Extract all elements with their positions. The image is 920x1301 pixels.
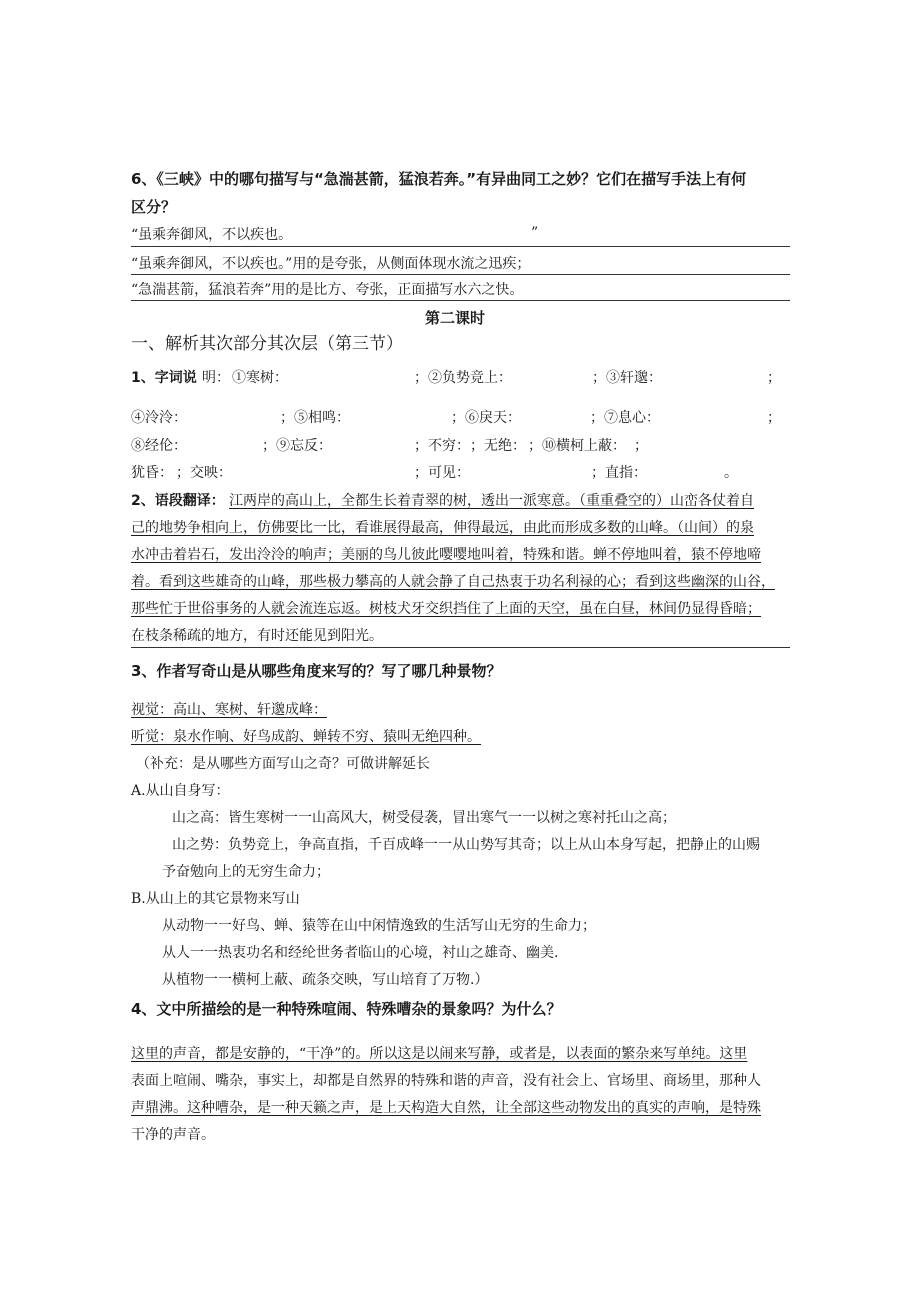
q3-audio: 听觉：泉水作响、好鸟成韵、蝉转不穷、猿叫无绝四种。 <box>131 729 481 745</box>
translation-line: 江两岸的高山上，全都生长着青翠的树，透出一派寒意。（重重叠空的）山峦各仗着自 <box>229 493 754 509</box>
vocab-item: ①寒树： <box>232 370 288 386</box>
vocab-item: ； <box>634 438 648 454</box>
vocab-item: ；交映： <box>176 465 232 481</box>
translation-line: 那些忙于世俗事务的人就会流连忘返。树枝犬牙交织挡住了上面的天空，虽在白昼，林间仍显得昏暗； <box>131 601 761 617</box>
translation-line: 己的地势争相向上，仿佛要比一比，看谁展得最高，伸得最远，由此而形成多数的山峰。（山间）的泉 <box>131 520 754 536</box>
answer-rule <box>131 246 790 247</box>
q3-visual: 视觉：高山、寒树、轩邈成峰： <box>131 702 327 718</box>
q4-answer-line: 这里的声音，都是安静的，“干净”的。所以这是以闹来写静，或者是，以表面的繁杂来写单纯。这里 <box>131 1046 748 1062</box>
vocab-item: 。 <box>724 465 738 481</box>
translation-label: 2、语段翻译： <box>131 493 225 509</box>
vocab-item: ⑧经伦： <box>131 438 187 454</box>
vocab-item: ； <box>767 410 781 426</box>
vocab-item: ④泠泠： <box>131 410 187 426</box>
q4-answer-line: 表面上喧闹、嘴杂，事实上，却都是自然界的特殊和谐的声音，没有社会上、官场里、商场里，那种人 <box>131 1073 761 1089</box>
vocab-item: ； <box>767 370 781 386</box>
vocab-item: ；⑥戾天： <box>451 410 521 426</box>
vocab-item: ；③轩邈： <box>592 370 662 386</box>
q6-line1: 6、《三峡》中的哪句描写与“急湍甚箭，猛浪若奔。”有异曲同工之妙？它们在描写手法上有何 <box>131 170 747 188</box>
answer-rule <box>131 274 790 275</box>
vocab-label: 1、字词说 <box>131 370 197 386</box>
q6-answer1-close: ” <box>531 225 539 241</box>
q4-answer-line: 声鼎沸。这种嘈杂，是一种天籁之声，是上天构造大自然，让全部这些动物发出的真实的声响，是特殊 <box>131 1100 761 1116</box>
vocab-item: ；⑤相鸣： <box>280 410 350 426</box>
q3-a-title: A.从山自身写： <box>131 783 230 799</box>
q3-b-line: 从植物一一横柯上蔽、疏条交映，写山培育了万物.） <box>162 972 489 988</box>
translation-line: 着。看到这些雄奇的山峰，那些极力攀高的人就会静了自己热衷于功名利禄的心；看到这些幽深的山谷， <box>131 574 775 590</box>
vocab-item: ；②负势竞上： <box>414 370 512 386</box>
vocab-item: ；不穷： <box>414 438 470 454</box>
q6-line2: 区分？ <box>131 198 177 216</box>
section-heading: 一、解析其次部分其次层（第三节） <box>131 334 403 354</box>
answer-rule <box>131 647 790 648</box>
vocab-item: ；可见： <box>414 465 470 481</box>
q3-a-line: 山之高：皆生寒树一一山高风大，树受侵袭，冒出寒气一一以树之寒衬托山之高； <box>172 810 676 826</box>
q3-b-title: B.从山上的其它景物来写山 <box>131 891 300 907</box>
q4-title: 4、文中所描绘的是一种特殊喧闹、特殊嘈杂的景象吗？为什么？ <box>131 1000 562 1018</box>
answer-rule <box>131 300 790 301</box>
lesson-title: 第二课时 <box>425 309 486 327</box>
q3-b-line: 从动物一一好鸟、蝉、猿等在山中闲情逸致的生活写山无穷的生命力； <box>162 918 596 934</box>
translation-line: 水冲击着岩石，发出泠泠的响声；美丽的鸟儿彼此嘤嘤地叫着，特殊和谐。蝉不停地叫着，猿不停地啼 <box>131 547 761 563</box>
q3-a-line: 山之势：负势竞上，争高直指，千百成峰一一从山势写其奇；以上从山本身写起，把静止的山赐 <box>172 837 760 853</box>
q3-a-line: 予奋勉向上的无穷生命力； <box>162 864 330 880</box>
q6-answer2: “虽乘奔御风，不以疾也。”用的是夸张，从侧面体现水流之迅疾； <box>131 256 531 272</box>
vocab-item: ；⑦息心： <box>590 410 660 426</box>
vocab-label-tail: 明： <box>202 370 230 386</box>
vocab-item: ；直指： <box>591 465 647 481</box>
translation-line: 在枝条稀疏的地方，有时还能见到阳光。 <box>131 628 383 644</box>
vocab-item: ；⑩横柯上蔽： <box>528 438 626 454</box>
vocab-item: ；无绝： <box>470 438 526 454</box>
q3-title: 3、作者写奇山是从哪些角度来写的？写了哪几种景物？ <box>131 662 502 680</box>
q3-supplement: （补充：是从哪些方面写山之奇？可做讲解延长 <box>136 756 430 772</box>
vocab-item: ；⑨忘反： <box>262 438 332 454</box>
q6-answer3: “急湍甚箭，猛浪若奔”用的是比方、夸张，正面描写水六之快。 <box>131 282 524 298</box>
q6-answer1: “虽乘奔御风，不以疾也。 <box>131 227 293 243</box>
q3-b-line: 从人一一热衷功名和经纶世务者临山的心境，衬山之雄奇、幽美. <box>162 945 559 961</box>
q4-answer-line: 干净的声音。 <box>131 1127 215 1143</box>
vocab-item: 犹昏： <box>131 465 173 481</box>
